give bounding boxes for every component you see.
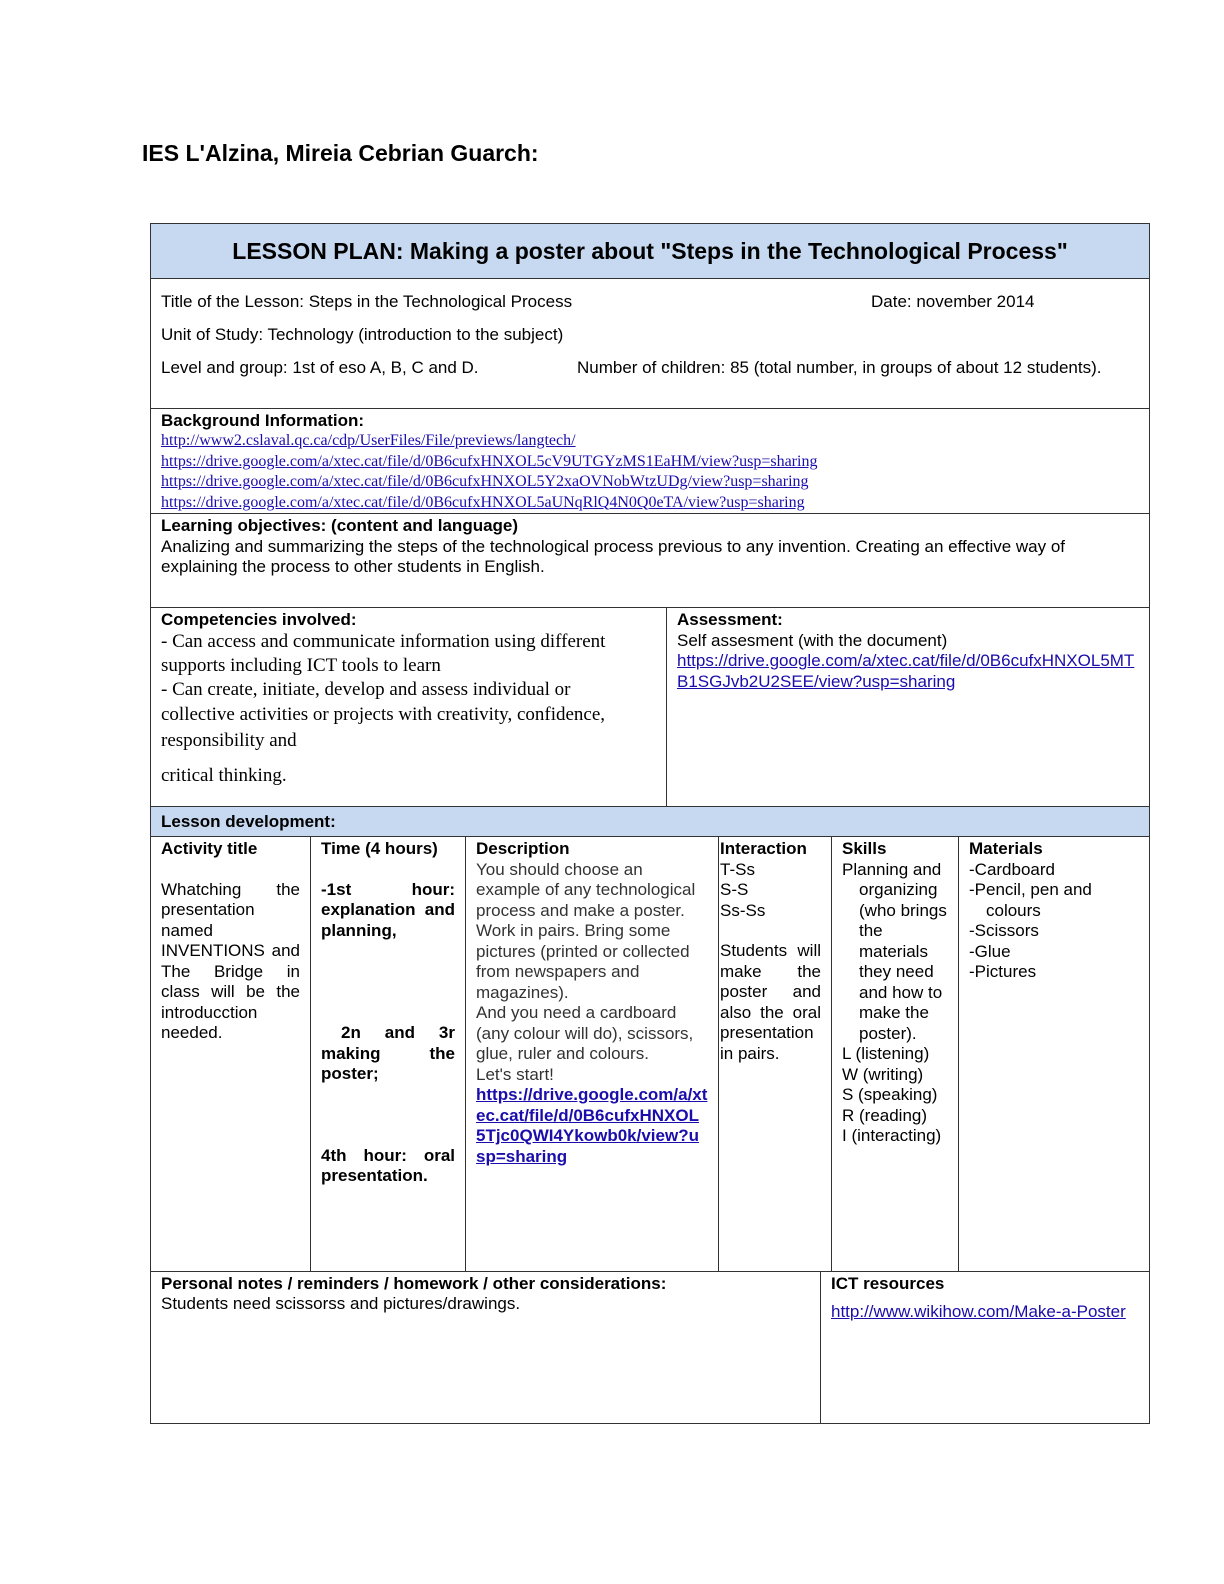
competencies-assessment-row bbox=[150, 607, 1150, 807]
description-text-2: And you need a cardboard (any colour will do), scissors, glue, ruler and colours. bbox=[476, 1003, 694, 1063]
time-block-2: 2n and 3r making the poster; bbox=[321, 1023, 455, 1083]
time-block-3: 4th hour: oral presentation. bbox=[321, 1145, 455, 1185]
materials-item-1: -Cardboard bbox=[969, 859, 1055, 879]
competencies-line-1: - Can access and communicate information using different bbox=[161, 631, 606, 652]
time-block-1: -1st hour: explanation and planning, bbox=[321, 879, 455, 940]
skills-item-4: R (reading) bbox=[842, 1105, 928, 1125]
interaction-text: Students will make the poster and also the oral presentation in pairs. bbox=[720, 941, 821, 1063]
materials-item-4: -Scissors bbox=[969, 921, 1039, 940]
notes-cell bbox=[151, 1272, 821, 1423]
unit-text: Unit of Study: Technology (introduction to the subject) bbox=[161, 325, 564, 344]
competencies-line-4: collective activities or projects with creativity, confidence, bbox=[161, 704, 606, 725]
lesson-development-label: Lesson development: bbox=[150, 806, 1150, 837]
level-text: Level and group: 1st of eso A, B, C and D. bbox=[161, 358, 479, 377]
background-link-1[interactable]: http://www2.cslaval.qc.ca/cdp/UserFiles/File/previews/langtech/ bbox=[161, 432, 576, 449]
ict-label: ICT resources bbox=[831, 1274, 945, 1293]
time-column bbox=[311, 837, 466, 1271]
background-link-4[interactable]: https://drive.google.com/a/xtec.cat/file/d/0B6cufxHNXOL5aUNqRlQ4N0Q0eTA/view?usp=sharing bbox=[161, 493, 805, 511]
materials-column bbox=[959, 837, 1149, 1271]
activity-text: Whatching the presentation named INVENTIONS and The Bridge in class will be the introducction needed. bbox=[161, 879, 300, 1042]
description-link[interactable]: https://drive.google.com/a/xtec.cat/file/d/0B6cufxHNXOL5Tjc0QWI4Ykowb0k/view?usp=sharing bbox=[476, 1085, 708, 1166]
objectives-label: Learning objectives: (content and language) bbox=[161, 516, 519, 535]
notes-label: Personal notes / reminders / homework / other considerations: bbox=[161, 1274, 667, 1293]
description-text-3: Let's start! bbox=[476, 1064, 554, 1084]
interaction-item-3: Ss-Ss bbox=[720, 900, 766, 920]
objectives-section bbox=[150, 513, 1150, 608]
skills-first: Planning and bbox=[842, 859, 942, 879]
skills-item-2: W (writing) bbox=[842, 1064, 924, 1084]
objectives-text: Analizing and summarizing the steps of the technological process previous to any invention. Creating an effective way of explaining the process to other students in English. bbox=[161, 536, 1066, 576]
time-header: Time (4 hours) bbox=[321, 839, 438, 858]
skills-header: Skills bbox=[842, 839, 887, 858]
interaction-column bbox=[719, 837, 832, 1271]
lesson-info-section bbox=[150, 278, 1150, 409]
skills-column bbox=[832, 837, 959, 1271]
assessment-link[interactable]: https://drive.google.com/a/xtec.cat/file/d/0B6cufxHNXOL5MTB1SGJvb2U2SEE/view?usp=sharing bbox=[677, 651, 1135, 691]
competencies-label: Competencies involved: bbox=[161, 610, 357, 629]
background-link-3[interactable]: https://drive.google.com/a/xtec.cat/file/d/0B6cufxHNXOL5Y2xaOVNobWtzUDg/view?usp=sharing bbox=[161, 473, 809, 490]
description-header: Description bbox=[476, 839, 570, 858]
competencies-line-2: supports including ICT tools to learn bbox=[161, 655, 441, 676]
competencies-last-line: critical thinking. bbox=[161, 765, 287, 786]
lesson-title-text: Title of the Lesson: Steps in the Technological Process bbox=[161, 292, 573, 311]
materials-item-5: -Glue bbox=[969, 941, 1011, 961]
background-label: Background Information: bbox=[161, 411, 365, 430]
notes-text: Students need scissorss and pictures/drawings. bbox=[161, 1294, 521, 1313]
ict-link[interactable]: http://www.wikihow.com/Make-a-Poster bbox=[831, 1302, 1126, 1321]
page-heading: IES L'Alzina, Mireia Cebrian Guarch: bbox=[142, 140, 539, 166]
lesson-plan-title: LESSON PLAN: Making a poster about "Steps in the Technological Process" bbox=[150, 223, 1150, 279]
skills-item-1: L (listening) bbox=[842, 1044, 930, 1063]
competencies-cell bbox=[151, 608, 667, 806]
skills-item-3: S (speaking) bbox=[842, 1085, 938, 1104]
materials-item-2: -Pencil, pen and bbox=[969, 880, 1092, 899]
skills-indented: organizing (who brings the materials they need and how to make the poster). bbox=[859, 880, 947, 1043]
activity-header: Activity title bbox=[161, 839, 258, 858]
description-column bbox=[466, 837, 719, 1271]
date-text: Date: november 2014 bbox=[871, 292, 1035, 311]
description-text-1: You should choose an example of any technological process and make a poster. Work in pairs. Bring some pictures (printed or collected from newspapers and magazines). bbox=[476, 859, 696, 1002]
activity-column bbox=[151, 837, 311, 1271]
children-text: Number of children: 85 (total number, in groups of about 12 students). bbox=[577, 358, 1102, 377]
materials-header: Materials bbox=[969, 839, 1043, 858]
background-link-2[interactable]: https://drive.google.com/a/xtec.cat/file/d/0B6cufxHNXOL5cV9UTGYzMS1EaHM/view?usp=sharing bbox=[161, 452, 818, 470]
lesson-development-grid bbox=[150, 836, 1150, 1272]
background-section bbox=[150, 408, 1150, 514]
competencies-line-5: responsibility and bbox=[161, 730, 297, 751]
assessment-cell bbox=[667, 608, 1149, 806]
skills-item-5: I (interacting) bbox=[842, 1126, 942, 1145]
materials-item-3: colours bbox=[986, 900, 1041, 920]
notes-row bbox=[150, 1271, 1150, 1424]
interaction-header: Interaction bbox=[720, 839, 807, 858]
assessment-label: Assessment: bbox=[677, 610, 783, 629]
assessment-text: Self assesment (with the document) bbox=[677, 630, 948, 650]
materials-item-6: -Pictures bbox=[969, 962, 1037, 981]
competencies-line-3: - Can create, initiate, develop and assess individual or bbox=[161, 679, 571, 700]
ict-cell bbox=[821, 1272, 1149, 1423]
interaction-item-2: S-S bbox=[720, 880, 749, 899]
interaction-item-1: T-Ss bbox=[720, 859, 755, 879]
